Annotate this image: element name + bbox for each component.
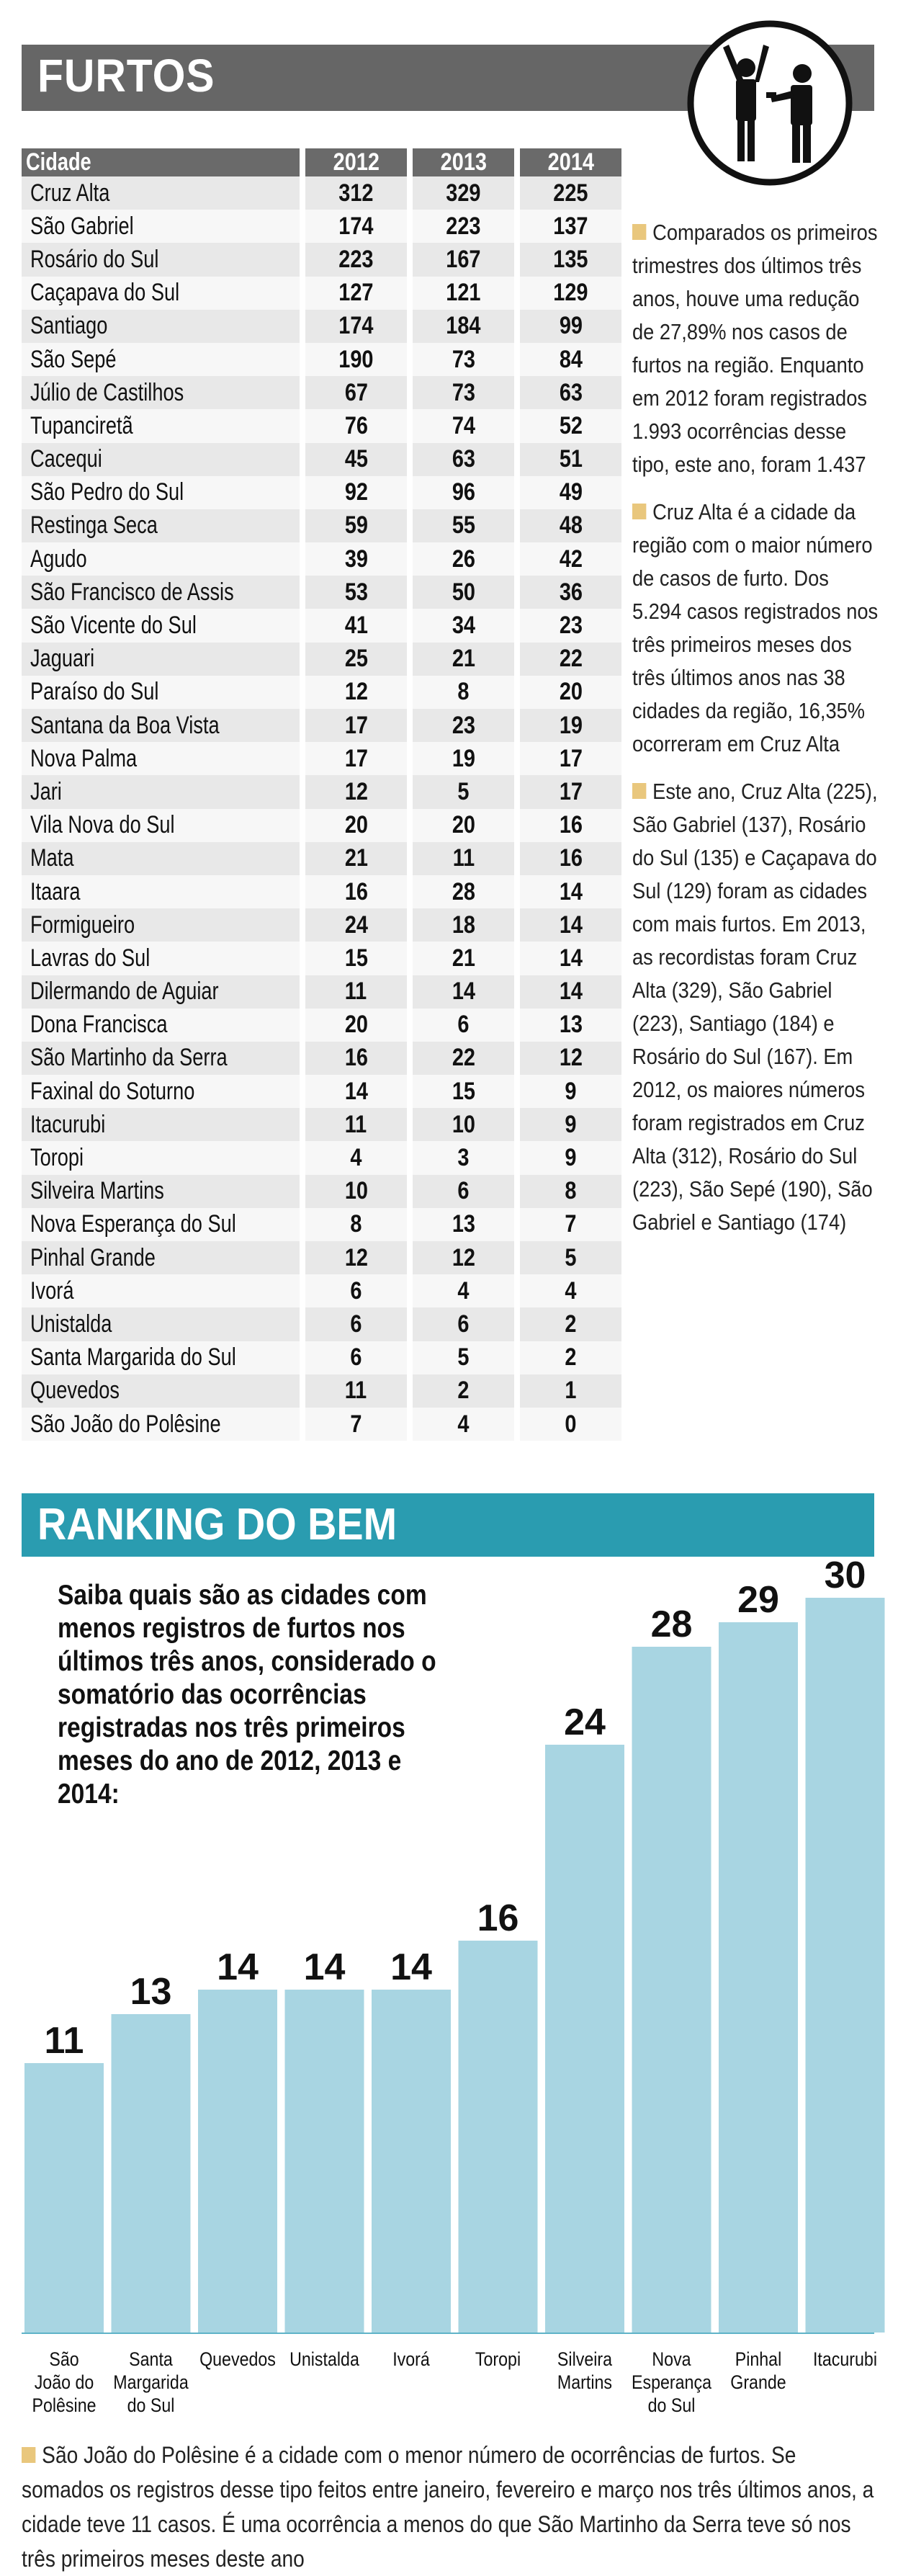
table-row xyxy=(22,243,621,276)
count-cell: 225 xyxy=(517,176,621,210)
count-cell: 12 xyxy=(410,1241,517,1274)
category-label-line: Itacurubi xyxy=(812,2348,878,2371)
table-row xyxy=(22,376,621,409)
count-cell: 12 xyxy=(517,1042,621,1075)
table-row xyxy=(22,1175,621,1208)
table-row xyxy=(22,1307,621,1341)
city-cell: Júlio de Castilhos xyxy=(22,376,302,409)
count-cell: 11 xyxy=(302,1374,410,1408)
count-cell: 11 xyxy=(410,842,517,875)
count-cell: 135 xyxy=(517,243,621,276)
city-cell: Silveira Martins xyxy=(22,1175,302,1208)
category-label-line: Santa xyxy=(129,2348,173,2371)
count-cell: 10 xyxy=(410,1108,517,1141)
count-cell: 84 xyxy=(517,343,621,376)
count-cell: 223 xyxy=(410,210,517,243)
count-cell: 14 xyxy=(410,975,517,1009)
count-cell: 16 xyxy=(517,809,621,842)
table-row xyxy=(22,709,621,742)
city-cell: Quevedos xyxy=(22,1374,302,1408)
count-cell: 16 xyxy=(517,842,621,875)
ranking-intro: Saiba quais são as cidades com menos registros de furtos nos últimos três anos, considerado o somatório das ocorrências registradas nos três primeiros meses do ano de 2012, 2013 e 2014: xyxy=(58,1580,436,1810)
city-cell: Jaguari xyxy=(22,643,302,676)
table-row xyxy=(22,1075,621,1108)
count-cell: 20 xyxy=(410,809,517,842)
count-cell: 13 xyxy=(410,1208,517,1241)
city-cell: Cruz Alta xyxy=(22,176,302,210)
count-cell: 9 xyxy=(517,1108,621,1141)
count-cell: 53 xyxy=(302,576,410,609)
count-cell: 6 xyxy=(410,1307,517,1341)
count-cell: 42 xyxy=(517,542,621,576)
bullet-square-icon xyxy=(632,783,646,799)
count-cell: 17 xyxy=(302,742,410,775)
category-label xyxy=(632,2348,711,2416)
count-cell: 48 xyxy=(517,509,621,542)
count-cell: 92 xyxy=(302,476,410,509)
table-row xyxy=(22,443,621,476)
count-cell: 26 xyxy=(410,542,517,576)
count-cell: 23 xyxy=(517,609,621,642)
theft-icon xyxy=(661,16,879,190)
table-row xyxy=(22,908,621,942)
bar xyxy=(285,1990,364,2333)
count-cell: 11 xyxy=(302,1108,410,1141)
table-row xyxy=(22,809,621,842)
bullet-square-icon xyxy=(22,2447,35,2463)
data-label: 11 xyxy=(44,2020,84,2062)
category-label-line: Grande xyxy=(730,2371,786,2394)
count-cell: 5 xyxy=(410,1341,517,1374)
count-cell: 76 xyxy=(302,409,410,442)
data-label: 24 xyxy=(564,1701,606,1743)
count-cell: 21 xyxy=(410,643,517,676)
count-cell: 18 xyxy=(410,908,517,942)
table-row xyxy=(22,975,621,1009)
city-cell: Nova Esperança do Sul xyxy=(22,1208,302,1241)
count-cell: 15 xyxy=(302,942,410,975)
data-label: 14 xyxy=(390,1946,432,1988)
city-cell: Dilermando de Aguiar xyxy=(22,975,302,1009)
count-cell: 7 xyxy=(302,1408,410,1441)
data-label: 28 xyxy=(650,1604,693,1645)
count-cell: 73 xyxy=(410,343,517,376)
data-label: 16 xyxy=(477,1897,519,1939)
city-cell: Paraíso do Sul xyxy=(22,676,302,709)
city-cell: Restinga Seca xyxy=(22,509,302,542)
count-cell: 45 xyxy=(302,443,410,476)
count-cell: 9 xyxy=(517,1141,621,1174)
count-cell: 36 xyxy=(517,576,621,609)
count-cell: 6 xyxy=(410,1175,517,1208)
count-cell: 14 xyxy=(517,975,621,1009)
bar xyxy=(198,1990,277,2333)
city-cell: Dona Francisca xyxy=(22,1009,302,1042)
category-label xyxy=(113,2348,189,2416)
city-cell: Toropi xyxy=(22,1141,302,1174)
count-cell: 6 xyxy=(410,1009,517,1042)
city-cell: Faxinal do Soturno xyxy=(22,1075,302,1108)
bar xyxy=(632,1647,711,2333)
count-cell: 41 xyxy=(302,609,410,642)
category-label-line: do Sul xyxy=(647,2394,696,2417)
category-label xyxy=(289,2348,359,2370)
bar xyxy=(719,1622,798,2333)
count-cell: 63 xyxy=(517,376,621,409)
table-row xyxy=(22,1341,621,1374)
count-cell: 174 xyxy=(302,310,410,343)
count-cell: 28 xyxy=(410,875,517,908)
category-label xyxy=(730,2348,786,2393)
count-cell: 20 xyxy=(302,809,410,842)
count-cell: 51 xyxy=(517,443,621,476)
count-cell: 21 xyxy=(410,942,517,975)
count-cell: 8 xyxy=(302,1208,410,1241)
count-cell: 14 xyxy=(517,875,621,908)
count-cell: 2 xyxy=(517,1341,621,1374)
table-row xyxy=(22,1042,621,1075)
table-row xyxy=(22,1108,621,1141)
count-cell: 14 xyxy=(517,942,621,975)
table-row xyxy=(22,576,621,609)
count-cell: 223 xyxy=(302,243,410,276)
city-cell: Lavras do Sul xyxy=(22,942,302,975)
furtos-table xyxy=(22,148,621,1441)
category-label-line: Esperança xyxy=(632,2371,711,2394)
count-cell: 16 xyxy=(302,875,410,908)
count-cell: 23 xyxy=(410,709,517,742)
table-header-row xyxy=(22,148,621,176)
ranking-title: RANKING DO BEM xyxy=(37,1500,398,1549)
table-row xyxy=(22,343,621,376)
table-row xyxy=(22,1009,621,1042)
bullet-square-icon xyxy=(632,504,646,519)
count-cell: 312 xyxy=(302,176,410,210)
count-cell: 19 xyxy=(410,742,517,775)
bar xyxy=(112,2014,191,2333)
city-cell: Santa Margarida do Sul xyxy=(22,1341,302,1374)
category-label-line: Polêsine xyxy=(32,2394,96,2417)
count-cell: 4 xyxy=(410,1408,517,1441)
count-cell: 2 xyxy=(517,1307,621,1341)
city-cell: Jari xyxy=(22,775,302,808)
count-cell: 121 xyxy=(410,277,517,310)
bar xyxy=(806,1598,885,2333)
count-cell: 63 xyxy=(410,443,517,476)
city-cell: Ivorá xyxy=(22,1274,302,1307)
category-label-line: Martins xyxy=(557,2371,613,2394)
column-header-2014: 2014 xyxy=(517,148,621,176)
table-row xyxy=(22,1241,621,1274)
category-label-line: Unistalda xyxy=(289,2348,359,2371)
city-cell: Tupanciretã xyxy=(22,409,302,442)
count-cell: 17 xyxy=(517,742,621,775)
count-cell: 4 xyxy=(517,1274,621,1307)
city-cell: Vila Nova do Sul xyxy=(22,809,302,842)
table-row xyxy=(22,1374,621,1408)
city-cell: Itaara xyxy=(22,875,302,908)
table-row xyxy=(22,409,621,442)
table-row xyxy=(22,842,621,875)
data-label: 29 xyxy=(737,1579,779,1621)
count-cell: 14 xyxy=(517,908,621,942)
count-cell: 20 xyxy=(302,1009,410,1042)
section-title: FURTOS xyxy=(37,50,215,102)
table-row xyxy=(22,277,621,310)
table-row xyxy=(22,1408,621,1441)
data-label: 14 xyxy=(217,1946,259,1988)
table-row xyxy=(22,942,621,975)
city-cell: Unistalda xyxy=(22,1307,302,1341)
city-cell: Itacurubi xyxy=(22,1108,302,1141)
count-cell: 3 xyxy=(410,1141,517,1174)
category-label-line: Margarida xyxy=(113,2371,189,2394)
category-label-line: São xyxy=(49,2348,79,2371)
count-cell: 22 xyxy=(410,1042,517,1075)
city-cell: São Pedro do Sul xyxy=(22,476,302,509)
table-row xyxy=(22,875,621,908)
count-cell: 5 xyxy=(410,775,517,808)
note-paragraph: Cruz Alta é a cidade da região com o maior número de casos de furto. Dos 5.294 casos registrados nos três primeiros meses dos três últimos anos nas 38 cidades da região, 16,35% ocorreram em Cruz Alta xyxy=(632,499,879,756)
city-cell: São Francisco de Assis xyxy=(22,576,302,609)
column-header-2013: 2013 xyxy=(410,148,517,176)
ranking-header-bar xyxy=(22,1493,874,1557)
count-cell: 21 xyxy=(302,842,410,875)
count-cell: 17 xyxy=(302,709,410,742)
count-cell: 174 xyxy=(302,210,410,243)
count-cell: 8 xyxy=(410,676,517,709)
count-cell: 73 xyxy=(410,376,517,409)
count-cell: 17 xyxy=(517,775,621,808)
bar xyxy=(545,1745,624,2333)
city-cell: Cacequi xyxy=(22,443,302,476)
count-cell: 39 xyxy=(302,542,410,576)
count-cell: 129 xyxy=(517,277,621,310)
count-cell: 52 xyxy=(517,409,621,442)
bar xyxy=(459,1941,538,2333)
count-cell: 4 xyxy=(302,1141,410,1174)
count-cell: 8 xyxy=(517,1175,621,1208)
count-cell: 6 xyxy=(302,1307,410,1341)
city-cell: Mata xyxy=(22,842,302,875)
data-label: 13 xyxy=(130,1971,172,2013)
table-row xyxy=(22,609,621,642)
city-cell: Pinhal Grande xyxy=(22,1241,302,1274)
count-cell: 137 xyxy=(517,210,621,243)
count-cell: 127 xyxy=(302,277,410,310)
bar xyxy=(24,2063,104,2333)
table-row xyxy=(22,742,621,775)
footnote: São João do Polêsine é a cidade com o menor número de ocorrências de furtos. Se somados os registros desse tipo feitos entre janeiro, fevereiro e março nos três últimos anos, a cidade teve 11 casos. É uma ocorrência a menos do que São Martinho da Serra teve só nos três primeiros meses deste ano xyxy=(22,2442,874,2572)
category-label-line: do Sul xyxy=(127,2394,175,2417)
city-cell: Santiago xyxy=(22,310,302,343)
column-header-2012: 2012 xyxy=(302,148,410,176)
table-row xyxy=(22,775,621,808)
table-row xyxy=(22,1208,621,1241)
count-cell: 14 xyxy=(302,1075,410,1108)
count-cell: 74 xyxy=(410,409,517,442)
city-cell: São Vicente do Sul xyxy=(22,609,302,642)
count-cell: 55 xyxy=(410,509,517,542)
count-cell: 12 xyxy=(302,1241,410,1274)
table-row xyxy=(22,1141,621,1174)
count-cell: 6 xyxy=(302,1274,410,1307)
count-cell: 4 xyxy=(410,1274,517,1307)
city-cell: São João do Polêsine xyxy=(22,1408,302,1441)
count-cell: 50 xyxy=(410,576,517,609)
count-cell: 34 xyxy=(410,609,517,642)
count-cell: 59 xyxy=(302,509,410,542)
count-cell: 13 xyxy=(517,1009,621,1042)
table-row xyxy=(22,676,621,709)
city-cell: São Martinho da Serra xyxy=(22,1042,302,1075)
count-cell: 329 xyxy=(410,176,517,210)
city-cell: Santana da Boa Vista xyxy=(22,709,302,742)
table-row xyxy=(22,210,621,243)
category-label-line: Quevedos xyxy=(199,2348,276,2371)
city-cell: Nova Palma xyxy=(22,742,302,775)
data-label: 14 xyxy=(303,1946,346,1988)
category-label-line: Ivorá xyxy=(392,2348,430,2371)
table-row xyxy=(22,310,621,343)
category-label-line: João do xyxy=(34,2371,94,2394)
city-cell: São Sepé xyxy=(22,343,302,376)
category-label xyxy=(199,2348,276,2370)
count-cell: 12 xyxy=(302,775,410,808)
table-row xyxy=(22,542,621,576)
count-cell: 49 xyxy=(517,476,621,509)
count-cell: 184 xyxy=(410,310,517,343)
bullet-square-icon xyxy=(632,224,646,240)
category-label xyxy=(32,2348,96,2416)
count-cell: 19 xyxy=(517,709,621,742)
city-cell: São Gabriel xyxy=(22,210,302,243)
category-label xyxy=(475,2348,521,2370)
category-label-line: Nova xyxy=(652,2348,691,2371)
data-label: 30 xyxy=(824,1555,866,1596)
count-cell: 7 xyxy=(517,1208,621,1241)
count-cell: 2 xyxy=(410,1374,517,1408)
count-cell: 190 xyxy=(302,343,410,376)
count-cell: 67 xyxy=(302,376,410,409)
count-cell: 0 xyxy=(517,1408,621,1441)
count-cell: 11 xyxy=(302,975,410,1009)
column-header-cidade: Cidade xyxy=(22,148,302,176)
count-cell: 1 xyxy=(517,1374,621,1408)
note-paragraph: Comparados os primeiros trimestres dos últimos três anos, houve uma redução de 27,89% nos casos de furtos na região. Enquanto em 2012 foram registrados 1.993 ocorrências desse tipo, este ano, foram 1.437 xyxy=(632,220,878,477)
table-row xyxy=(22,176,621,210)
count-cell: 99 xyxy=(517,310,621,343)
note-paragraph: Este ano, Cruz Alta (225), São Gabriel (137), Rosário do Sul (135) e Caçapava do Sul (129) foram as cidades com mais furtos. Em 2013, as recordistas foram Cruz Alta (329), São Gabriel (223), Santiago (184) e Rosário do Sul (167). Em 2012, os maiores números foram registrados em Cruz Alta (312), Rosário do Sul (223), São Sepé (190), São Gabriel e Santiago (174) xyxy=(632,779,878,1235)
category-label-line: Toropi xyxy=(475,2348,521,2371)
count-cell: 5 xyxy=(517,1241,621,1274)
city-cell: Caçapava do Sul xyxy=(22,277,302,310)
city-cell: Agudo xyxy=(22,542,302,576)
count-cell: 9 xyxy=(517,1075,621,1108)
table-row xyxy=(22,476,621,509)
city-cell: Formigueiro xyxy=(22,908,302,942)
count-cell: 20 xyxy=(517,676,621,709)
city-cell: Rosário do Sul xyxy=(22,243,302,276)
count-cell: 12 xyxy=(302,676,410,709)
count-cell: 16 xyxy=(302,1042,410,1075)
count-cell: 22 xyxy=(517,643,621,676)
table-row xyxy=(22,509,621,542)
bar xyxy=(372,1990,451,2333)
count-cell: 10 xyxy=(302,1175,410,1208)
table-row xyxy=(22,1274,621,1307)
table-row xyxy=(22,643,621,676)
count-cell: 96 xyxy=(410,476,517,509)
count-cell: 15 xyxy=(410,1075,517,1108)
category-label-line: Silveira xyxy=(557,2348,613,2371)
count-cell: 6 xyxy=(302,1341,410,1374)
category-label xyxy=(557,2348,612,2393)
count-cell: 25 xyxy=(302,643,410,676)
category-label xyxy=(813,2348,877,2370)
count-cell: 167 xyxy=(410,243,517,276)
category-label-line: Pinhal xyxy=(735,2348,782,2371)
category-label xyxy=(392,2348,430,2370)
side-notes xyxy=(632,216,883,1253)
count-cell: 24 xyxy=(302,908,410,942)
